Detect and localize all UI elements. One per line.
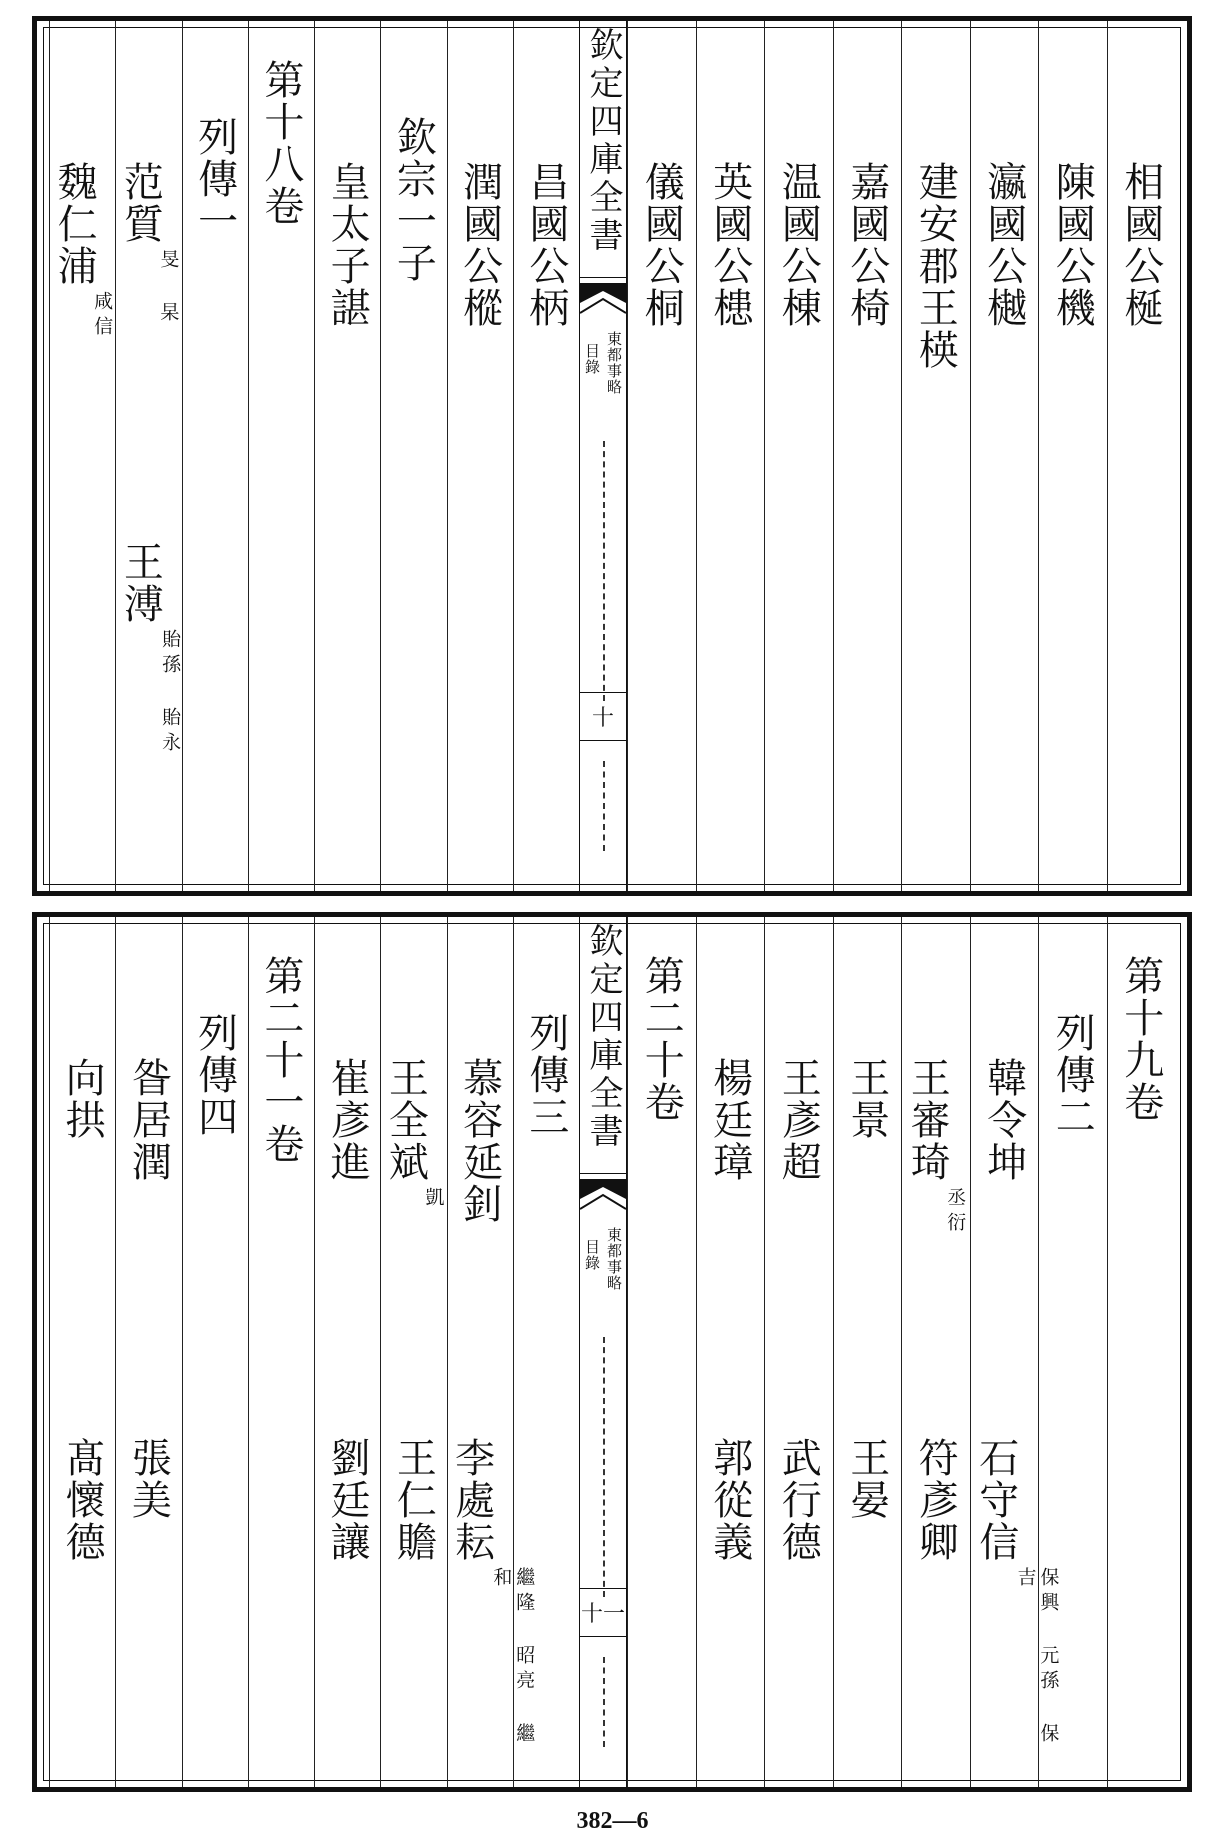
entry-name: 昝居潤: [125, 1057, 172, 1183]
book-title: [580, 923, 626, 1174]
entry-name: 王景: [843, 1057, 890, 1141]
sub-entry-note: 繼隆 昭亮 繼和: [490, 1567, 536, 1748]
juan-heading: 第十九卷: [1117, 955, 1164, 1123]
entry-name: 欽宗一子: [390, 116, 437, 284]
dashed-guide: [603, 761, 605, 851]
entry-name: 髙懷德: [59, 1437, 106, 1563]
text-column: [970, 21, 1039, 891]
entry-name: 符彥卿: [912, 1437, 959, 1563]
book-title: [580, 27, 626, 278]
entry-name: 韓令坤: [980, 1057, 1027, 1183]
text-column: [696, 21, 765, 891]
entry-name: 列傳四: [191, 1012, 238, 1138]
book-title-text: 欽定四庫全書: [583, 923, 623, 1151]
book-caption: 東都事略: [605, 1227, 623, 1291]
text-column: [115, 917, 181, 1787]
text-column: [1107, 917, 1176, 1787]
entry-name: 慕容延釗: [456, 1057, 503, 1225]
entry-name: 建安郡王楧: [912, 161, 959, 371]
dashed-guide: [603, 441, 605, 701]
entry-name: 劉廷讓: [324, 1437, 371, 1563]
fish-tail-ornament: [580, 283, 626, 317]
text-column: [627, 21, 696, 891]
text-column: [970, 917, 1060, 1787]
text-column: [764, 917, 833, 1787]
text-column: [1038, 21, 1107, 891]
text-column: [833, 21, 902, 891]
upper-center-column: [579, 21, 627, 891]
folio-number: 十一: [580, 1588, 626, 1637]
entry-name: 列傳一: [191, 116, 238, 242]
entry-name: 陳國公機: [1049, 161, 1096, 329]
entry-name: 列傳二: [1049, 1012, 1096, 1138]
entry-name: 嘉國公椅: [843, 161, 890, 329]
entry-name: 魏仁浦: [51, 161, 98, 287]
entry-name: 相國公梴: [1117, 161, 1164, 329]
text-column: [49, 21, 115, 891]
entry-name: 温國公棟: [775, 161, 822, 329]
entry-name: 張美: [125, 1437, 172, 1521]
juan-heading: 第二十卷: [638, 955, 685, 1123]
text-column: [248, 21, 314, 891]
text-column: [314, 917, 380, 1787]
text-column: [248, 917, 314, 1787]
book-title-text: 欽定四庫全書: [583, 27, 623, 255]
entry-name: 王審琦: [904, 1057, 951, 1183]
section-caption: 目錄: [583, 1239, 601, 1271]
folio-number: 十: [580, 692, 626, 741]
entry-name: 武行德: [775, 1437, 822, 1563]
entry-name: 昌國公柄: [522, 161, 569, 329]
text-column: [513, 21, 579, 891]
entry-name: 皇太子諶: [324, 161, 371, 329]
entry-name: 英國公槵: [706, 161, 753, 329]
section-caption: 目錄: [583, 343, 601, 375]
text-column: [380, 917, 446, 1787]
entry-name: 王仁贍: [390, 1437, 437, 1563]
text-column: [901, 21, 970, 891]
juan-heading: 第二十一卷: [257, 955, 304, 1165]
entry-name: 王溥: [117, 541, 164, 625]
entry-name: 潤國公樅: [456, 161, 503, 329]
text-column: [901, 917, 970, 1787]
text-column: [380, 21, 446, 891]
text-column: [182, 917, 248, 1787]
lower-center-column: [579, 917, 627, 1787]
sub-entry-note: 丞衍: [944, 1187, 967, 1237]
sub-entry-note: 咸信: [91, 291, 114, 341]
text-column: [1107, 21, 1176, 891]
lower-folio-page: [32, 912, 1192, 1792]
juan-heading: 第十八卷: [257, 59, 304, 227]
text-column: [696, 917, 765, 1787]
entry-name: 列傳三: [522, 1012, 569, 1138]
text-column: [833, 917, 902, 1787]
sub-entry-note: 保興 元孫 保吉: [1014, 1567, 1060, 1748]
entry-name: 李處耘: [448, 1437, 495, 1563]
entry-name: 儀國公桐: [638, 161, 685, 329]
text-column: [182, 21, 248, 891]
entry-name: 楊廷璋: [706, 1057, 753, 1183]
upper-folio-page: [32, 16, 1192, 896]
entry-name: 向拱: [59, 1057, 106, 1141]
dashed-guide: [603, 1337, 605, 1597]
entry-name: 郭從義: [706, 1437, 753, 1563]
entry-name: 石守信: [972, 1437, 1019, 1563]
fish-tail-ornament: [580, 1179, 626, 1213]
sub-entry-note: 旻 杲: [157, 249, 180, 327]
book-caption: 東都事略: [605, 331, 623, 395]
sub-entry-note: 凱: [422, 1187, 445, 1212]
entry-name: 王彥超: [775, 1057, 822, 1183]
text-column: [447, 21, 513, 891]
text-column: [447, 917, 536, 1787]
dashed-guide: [603, 1657, 605, 1747]
text-column: [49, 917, 115, 1787]
text-column: [314, 21, 380, 891]
text-column: [764, 21, 833, 891]
entry-name: 范質: [117, 161, 164, 245]
page-number: 382—6: [576, 1808, 649, 1834]
text-column: [627, 917, 696, 1787]
entry-name: 王晏: [843, 1437, 890, 1521]
text-column: [115, 21, 181, 891]
entry-name: 瀛國公樾: [980, 161, 1027, 329]
sub-entry-note: 貽孫 貽永: [159, 629, 182, 757]
entry-name: 王全斌: [382, 1057, 429, 1183]
entry-name: 崔彥進: [324, 1057, 371, 1183]
